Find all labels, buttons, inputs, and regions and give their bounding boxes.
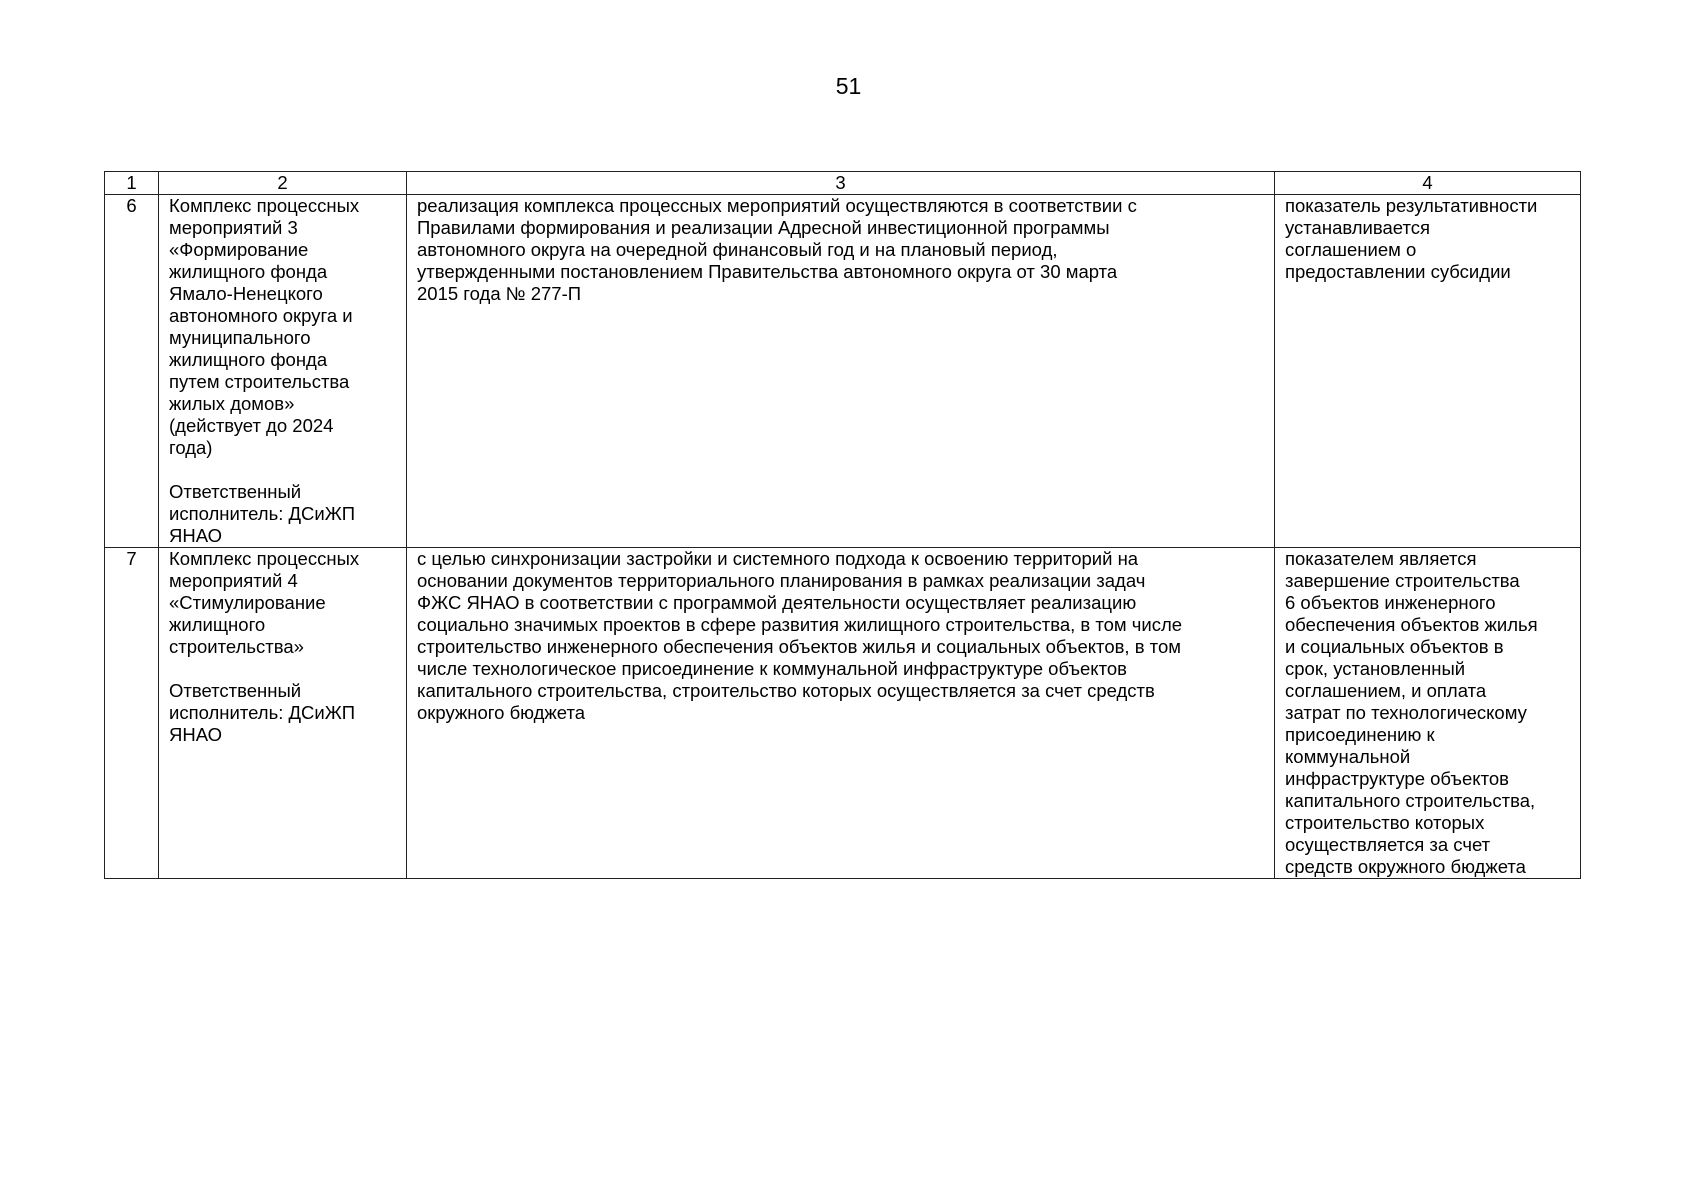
activity-description: реализация комплекса процессных мероприятий осуществляются в соответствии с Правилами формирования и реализации Адресной инвестиционной программы автономного округа на очередной финансовый год и на плановый период, утвержденными постановлением Правительства автономного округа от 30 марта 2015 года № 277-П	[417, 195, 1137, 304]
table-row	[105, 548, 1581, 879]
table-row	[105, 195, 1581, 548]
responsible-executor: Ответственный исполнитель: ДСиЖП ЯНАО	[169, 680, 356, 745]
column-header-1: 1	[105, 172, 159, 195]
activity-name-cell	[159, 195, 407, 548]
row-number: 7	[105, 548, 159, 879]
paragraph-spacer	[169, 459, 396, 481]
responsible-executor: Ответственный исполнитель: ДСиЖП ЯНАО	[169, 481, 356, 546]
page-number: 51	[835, 73, 862, 99]
column-header-4: 4	[1275, 172, 1581, 195]
paragraph-spacer	[169, 658, 396, 680]
indicator-cell	[1275, 195, 1581, 548]
column-header-3: 3	[407, 172, 1275, 195]
activity-name: Комплекс процессных мероприятий 3 «Формирование жилищного фонда Ямало-Ненецкого автономного округа и муниципального жилищного фонда путем строительства жилых домов» (действует до 2024 года)	[169, 195, 360, 458]
column-header-2: 2	[159, 172, 407, 195]
activity-name-cell	[159, 548, 407, 879]
table-header-row	[105, 172, 1581, 195]
row-number: 6	[105, 195, 159, 548]
program-table	[104, 171, 1581, 879]
activity-name: Комплекс процессных мероприятий 4 «Стимулирование жилищного строительства»	[169, 548, 360, 657]
activity-description: с целью синхронизации застройки и системного подхода к освоению территорий на основании документов территориального планирования в рамках реализации задач ФЖС ЯНАО в соответствии с программой деятельности осуществляет реализацию социально значимых проектов в сфере развития жилищного строительства, в том числе строительство инженерного обеспечения объектов жилья и социальных объектов, в том числе технологическое присоединение к коммунальной инфраструктуре объектов капитального строительства, строительство которых осуществляется за счет средств окружного бюджета	[417, 548, 1183, 723]
description-cell	[407, 195, 1275, 548]
performance-indicator: показатель результативности устанавливается соглашением о предоставлении субсидии	[1285, 195, 1538, 282]
indicator-cell	[1275, 548, 1581, 879]
description-cell	[407, 548, 1275, 879]
performance-indicator: показателем является завершение строительства 6 объектов инженерного обеспечения объектов жилья и социальных объектов в срок, установленный соглашением, и оплата затрат по технологическому присоединению к коммунальной инфраструктуре объектов капитального строительства, строительство которых осуществляется за счет средств окружного бюджета	[1285, 548, 1538, 877]
